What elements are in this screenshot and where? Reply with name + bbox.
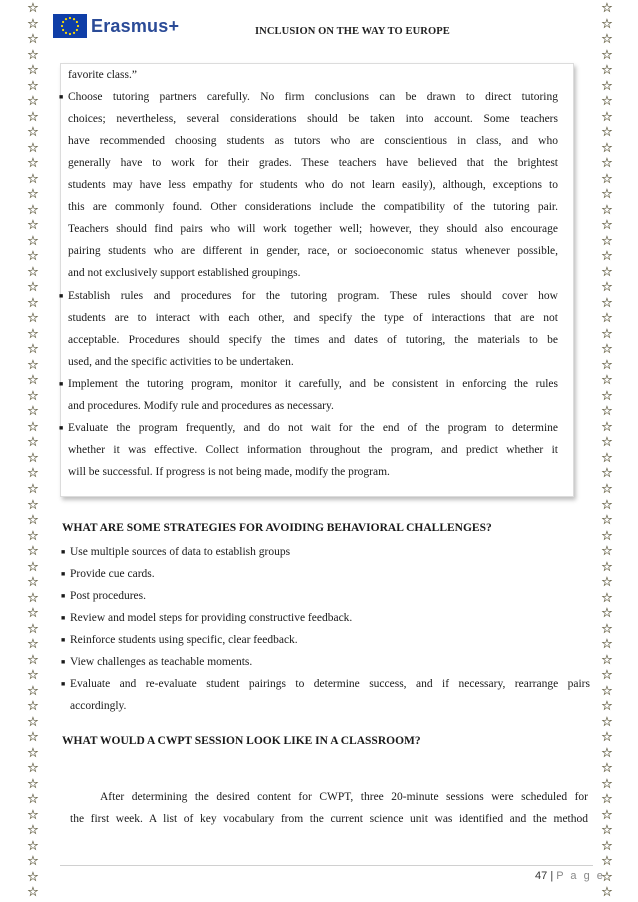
star-icon: ☆ xyxy=(27,668,39,684)
star-icon: ☆ xyxy=(27,264,39,280)
star-icon: ☆ xyxy=(601,373,613,389)
star-icon: ☆ xyxy=(601,761,613,777)
star-icon: ☆ xyxy=(27,140,39,156)
star-icon: ☆ xyxy=(601,233,613,249)
bullet-icon: ■ xyxy=(59,93,64,102)
star-icon: ☆ xyxy=(27,388,39,404)
star-icon: ☆ xyxy=(601,94,613,110)
star-icon: ☆ xyxy=(601,357,613,373)
star-icon: ☆ xyxy=(27,326,39,342)
bullet-icon: ■ xyxy=(59,423,64,432)
box-text-line: students may have less empathy for students who do not learn easily), although, exceptions to xyxy=(68,179,558,192)
bullet-icon: ■ xyxy=(61,614,66,622)
star-icon: ☆ xyxy=(27,621,39,637)
star-icon: ☆ xyxy=(27,125,39,141)
star-icon: ☆ xyxy=(27,171,39,187)
star-icon: ☆ xyxy=(601,63,613,79)
star-icon: ☆ xyxy=(27,280,39,296)
star-icon: ☆ xyxy=(27,78,39,94)
star-icon: ☆ xyxy=(601,218,613,234)
bullet-icon: ■ xyxy=(61,570,66,578)
left-star-border xyxy=(22,0,44,902)
star-icon: ☆ xyxy=(601,1,613,16)
box-text-line: Teachers should find pairs who will work together well; however, they should also encourage xyxy=(68,223,558,236)
box-text-line: used, and the specific activities to be undertaken. xyxy=(68,355,294,368)
star-icon: ☆ xyxy=(27,730,39,746)
star-icon: ☆ xyxy=(601,16,613,32)
section-heading-cwpt: WHAT WOULD A CWPT SESSION LOOK LIKE IN A CLASSROOM? xyxy=(62,735,421,747)
star-icon: ☆ xyxy=(27,63,39,79)
star-icon: ☆ xyxy=(601,32,613,48)
star-icon: ☆ xyxy=(601,404,613,420)
star-icon: ☆ xyxy=(27,156,39,172)
star-icon: ☆ xyxy=(27,419,39,435)
star-icon: ☆ xyxy=(601,466,613,482)
star-icon: ☆ xyxy=(27,637,39,653)
box-text-line: and procedures. Modify rule and procedures as necessary. xyxy=(68,399,334,412)
star-icon: ☆ xyxy=(601,481,613,497)
paragraph-line: After determining the desired content for CWPT, three 20-minute sessions were scheduled for xyxy=(100,791,588,803)
star-icon: ☆ xyxy=(27,187,39,203)
star-icon: ☆ xyxy=(601,699,613,715)
star-icon: ☆ xyxy=(27,1,39,16)
star-icon: ☆ xyxy=(601,202,613,218)
box-text-line: will be successful. If progress is not being made, modify the program. xyxy=(68,465,390,478)
strategy-item: Provide cue cards. xyxy=(70,568,155,580)
eu-flag-icon xyxy=(53,14,87,38)
box-text-line: choices; nevertheless, several considerations should be taken into account. Some teachers xyxy=(68,113,558,126)
page-number-value: 47 xyxy=(535,870,548,882)
star-icon: ☆ xyxy=(27,528,39,544)
star-icon: ☆ xyxy=(27,776,39,792)
star-icon: ☆ xyxy=(27,202,39,218)
section-heading-strategies: WHAT ARE SOME STRATEGIES FOR AVOIDING BEHAVIORAL CHALLENGES? xyxy=(62,522,492,534)
star-icon: ☆ xyxy=(601,125,613,141)
bullet-icon: ■ xyxy=(61,592,66,600)
star-icon: ☆ xyxy=(27,513,39,529)
star-icon: ☆ xyxy=(601,187,613,203)
box-text-line: favorite class.” xyxy=(68,69,137,81)
star-icon: ☆ xyxy=(601,450,613,466)
star-icon: ☆ xyxy=(601,156,613,172)
erasmus-logo xyxy=(53,14,179,38)
star-icon: ☆ xyxy=(601,869,613,885)
strategy-item: View challenges as teachable moments. xyxy=(70,656,253,668)
bullet-icon: ■ xyxy=(59,379,64,388)
star-icon: ☆ xyxy=(27,559,39,575)
star-icon: ☆ xyxy=(601,419,613,435)
star-icon: ☆ xyxy=(601,606,613,622)
strategy-item: Reinforce students using specific, clear feedback. xyxy=(70,634,298,646)
page-number xyxy=(535,870,605,882)
star-icon: ☆ xyxy=(27,311,39,327)
star-icon: ☆ xyxy=(601,513,613,529)
star-icon: ☆ xyxy=(27,683,39,699)
star-icon: ☆ xyxy=(27,699,39,715)
star-icon: ☆ xyxy=(601,776,613,792)
star-icon: ☆ xyxy=(27,47,39,63)
star-icon: ☆ xyxy=(601,435,613,451)
strategy-item: accordingly. xyxy=(70,700,127,712)
star-icon: ☆ xyxy=(27,575,39,591)
star-icon: ☆ xyxy=(27,435,39,451)
star-icon: ☆ xyxy=(601,668,613,684)
box-text-line: acceptable. Procedures should specify the times and dates of tutoring, the materials to be xyxy=(68,333,558,346)
box-text-line: Implement the tutoring program, monitor it carefully, and be consistent in enforcing the rules xyxy=(68,377,558,390)
star-icon: ☆ xyxy=(601,838,613,854)
star-icon: ☆ xyxy=(601,575,613,591)
box-text-line: whether it was effective. Collect information throughout the program, and predict whether it xyxy=(68,443,558,456)
star-icon: ☆ xyxy=(27,481,39,497)
star-icon: ☆ xyxy=(601,637,613,653)
star-icon: ☆ xyxy=(27,823,39,839)
star-icon: ☆ xyxy=(601,652,613,668)
star-icon: ☆ xyxy=(27,357,39,373)
star-icon: ☆ xyxy=(27,466,39,482)
star-icon: ☆ xyxy=(601,590,613,606)
page-header xyxy=(50,4,595,44)
star-icon: ☆ xyxy=(601,140,613,156)
bullet-icon: ■ xyxy=(61,548,66,556)
right-star-border xyxy=(596,0,618,902)
box-text-line: Evaluate the program frequently, and do not wait for the end of the program to determine xyxy=(68,421,558,434)
star-icon: ☆ xyxy=(601,528,613,544)
star-icon: ☆ xyxy=(601,311,613,327)
star-icon: ☆ xyxy=(601,342,613,358)
star-icon: ☆ xyxy=(27,233,39,249)
star-icon: ☆ xyxy=(27,606,39,622)
box-text-line: generally have to work for their grades. These teachers have believed that the brightest xyxy=(68,157,558,170)
box-text-line: this are commonly found. Other considerations include the compatibility of the tutoring pair. xyxy=(68,201,558,214)
star-icon: ☆ xyxy=(27,94,39,110)
strategy-item: Post procedures. xyxy=(70,590,147,602)
strategy-item: Review and model steps for providing constructive feedback. xyxy=(70,612,353,624)
star-icon: ☆ xyxy=(27,544,39,560)
star-icon: ☆ xyxy=(601,683,613,699)
box-text-line: pairing students who are different in gender, race, or socioeconomic status whenever possible, xyxy=(68,245,558,258)
star-icon: ☆ xyxy=(601,497,613,513)
star-icon: ☆ xyxy=(27,497,39,513)
star-icon: ☆ xyxy=(601,171,613,187)
box-text-line: students are to interact with each other, and specify the type of interactions that are not xyxy=(68,311,558,324)
star-icon: ☆ xyxy=(27,295,39,311)
star-icon: ☆ xyxy=(27,869,39,885)
star-icon: ☆ xyxy=(601,559,613,575)
star-icon: ☆ xyxy=(27,714,39,730)
star-icon: ☆ xyxy=(601,264,613,280)
star-icon: ☆ xyxy=(601,714,613,730)
star-icon: ☆ xyxy=(27,450,39,466)
star-icon: ☆ xyxy=(27,32,39,48)
star-icon: ☆ xyxy=(27,249,39,265)
star-icon: ☆ xyxy=(27,807,39,823)
star-icon: ☆ xyxy=(601,885,613,901)
document-title: INCLUSION ON THE WAY TO EUROPE xyxy=(255,26,450,37)
star-icon: ☆ xyxy=(27,218,39,234)
star-icon: ☆ xyxy=(601,823,613,839)
star-icon: ☆ xyxy=(601,621,613,637)
star-icon: ☆ xyxy=(601,109,613,125)
star-icon: ☆ xyxy=(27,745,39,761)
star-icon: ☆ xyxy=(27,404,39,420)
box-text-line: and not exclusively support established groupings. xyxy=(68,267,301,280)
star-icon: ☆ xyxy=(27,792,39,808)
page-separator: | xyxy=(550,870,554,882)
strategy-item: Evaluate and re-evaluate student pairings to determine success, and if necessary, rearrange pairs xyxy=(70,678,590,690)
star-icon: ☆ xyxy=(27,590,39,606)
star-icon: ☆ xyxy=(601,295,613,311)
strategy-item: Use multiple sources of data to establish groups xyxy=(70,546,291,558)
star-icon: ☆ xyxy=(27,885,39,901)
star-icon: ☆ xyxy=(601,745,613,761)
box-text-line: Choose tutoring partners carefully. No firm conclusions can be drawn to direct tutoring xyxy=(68,91,558,104)
star-icon: ☆ xyxy=(27,854,39,870)
bullet-icon: ■ xyxy=(61,636,66,644)
star-icon: ☆ xyxy=(27,373,39,389)
page-label: P a g e xyxy=(556,870,605,882)
star-icon: ☆ xyxy=(601,388,613,404)
star-icon: ☆ xyxy=(27,652,39,668)
star-icon: ☆ xyxy=(601,249,613,265)
footer-divider xyxy=(60,865,593,866)
star-icon: ☆ xyxy=(601,792,613,808)
brand-name: Erasmus+ xyxy=(91,15,180,36)
star-icon: ☆ xyxy=(601,47,613,63)
box-text-line: have recommended choosing students as tutors who are conscientious in class, and who xyxy=(68,135,558,148)
bullet-icon: ■ xyxy=(61,658,66,666)
star-icon: ☆ xyxy=(27,342,39,358)
star-icon: ☆ xyxy=(601,544,613,560)
star-icon: ☆ xyxy=(601,854,613,870)
star-icon: ☆ xyxy=(27,16,39,32)
star-icon: ☆ xyxy=(601,807,613,823)
star-icon: ☆ xyxy=(601,280,613,296)
bullet-icon: ■ xyxy=(59,291,64,300)
star-icon: ☆ xyxy=(27,838,39,854)
paragraph-line: the first week. A list of key vocabulary from the current science unit was identified and the method xyxy=(70,813,588,825)
star-icon: ☆ xyxy=(27,761,39,777)
box-text-line: Establish rules and procedures for the tutoring program. These rules should cover how xyxy=(68,289,558,302)
bullet-icon: ■ xyxy=(61,680,66,688)
star-icon: ☆ xyxy=(601,78,613,94)
star-icon: ☆ xyxy=(601,730,613,746)
star-icon: ☆ xyxy=(601,326,613,342)
star-icon: ☆ xyxy=(27,109,39,125)
